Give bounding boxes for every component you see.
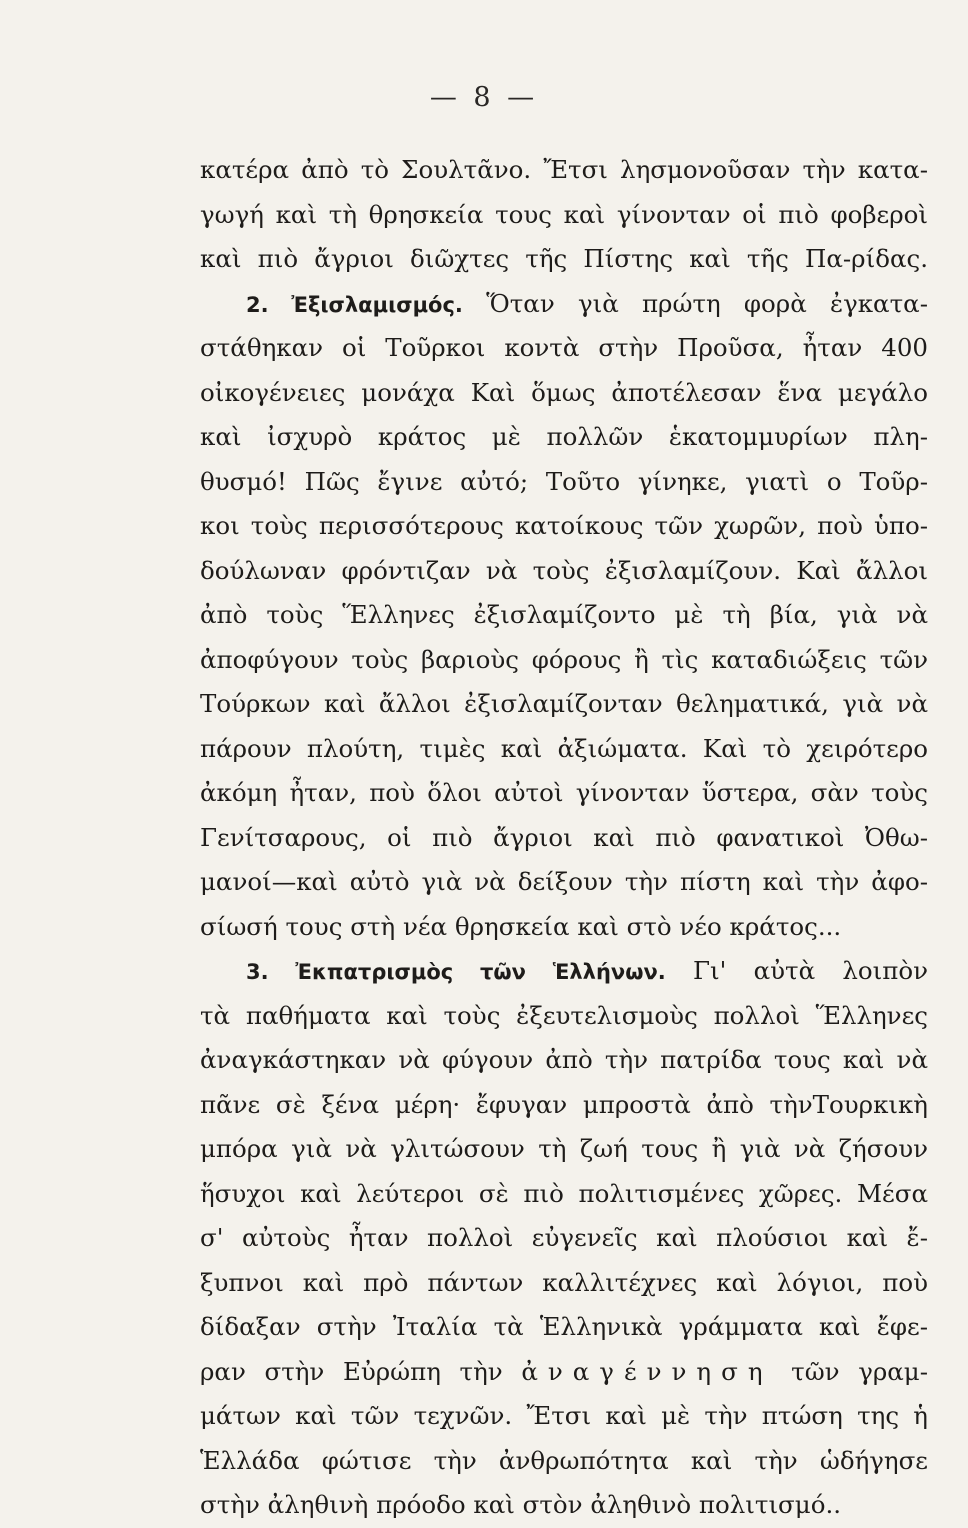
text-line	[200, 994, 928, 1039]
line-text: μανοί—καὶ αὐτὸ γιὰ νὰ δείξουν τὴν πίστη καὶ τὴν ἀφο-	[200, 867, 928, 896]
text-line	[200, 593, 928, 638]
text-line	[200, 1216, 928, 1261]
text-line	[200, 1439, 928, 1484]
text-line	[200, 816, 928, 861]
line-text: Γι' αὐτὰ λοιπὸν	[693, 956, 928, 985]
text-line	[200, 860, 928, 905]
text-line	[200, 1394, 928, 1439]
line-text: τῶν γραμ-	[791, 1356, 928, 1386]
text-line	[200, 1172, 928, 1217]
line-text: κοι τοὺς περισσότερους κατοίκους τῶν χωρῶν, ποὺ ὑπο-	[200, 511, 928, 540]
line-text: Τούρκων καὶ ἄλλοι ἐξισλαμίζονταν θεληματικά, γιὰ νὰ	[200, 689, 928, 718]
text-line	[200, 326, 928, 371]
line-text: πᾶνε σὲ ξένα μέρη· ἔφυγαν μπροστὰ ἀπὸ τὴνΤουρκικὴ	[200, 1089, 928, 1119]
line-text: δούλωναν φρόντιζαν νὰ τοὺς ἐξισλαμίζουν. Καὶ ἄλλοι	[200, 555, 928, 585]
line-text: ἀπὸ τοὺς Ἕλληνες ἐξισλαμίζοντο μὲ τὴ βία, γιὰ νὰ	[200, 600, 928, 629]
line-text: τὰ παθήματα καὶ τοὺς ἐξευτελισμοὺς πολλοὶ Ἕλληνες	[200, 1000, 928, 1030]
line-text: δίδαξαν στὴν Ἰταλία τὰ Ἑλληνικὰ γράμματα καὶ ἔφε-	[200, 1312, 928, 1341]
text-line	[200, 504, 928, 549]
text-line	[200, 905, 928, 950]
text-line	[200, 727, 928, 772]
line-text: ἀποφύγουν τοὺς βαριοὺς φόρους ἢ τὶς καταδιώξεις τῶν	[200, 644, 928, 674]
line-text: κατέρα ἀπὸ τὸ Σουλτᾶνο. Ἔτσι λησμονοῦσαν τὴν κατα-	[200, 155, 928, 184]
line-text: ἀναγκάστηκαν νὰ φύγουν ἀπὸ τὴν πατρίδα τους καὶ νὰ	[200, 1045, 928, 1074]
line-text: οἰκογένειες μονάχα Καὶ ὅμως ἀποτέλεσαν ἕνα μεγάλο	[200, 377, 928, 407]
body-text	[200, 148, 928, 1528]
line-text: Ὅταν γιὰ πρώτη φορὰ ἐγκατα-	[486, 288, 928, 318]
line-text: μάτων καὶ τῶν τεχνῶν. Ἔτσι καὶ μὲ τὴν πτώση της ἡ	[200, 1401, 928, 1430]
text-line	[200, 148, 928, 193]
page-number: — 8 —	[429, 82, 539, 113]
text-line	[200, 549, 928, 594]
line-text: Ἑλλάδα φώτισε τὴν ἀνθρωπότητα καὶ τὴν ὡδήγησε	[200, 1445, 928, 1475]
text-line	[200, 682, 928, 727]
line-text: γωγή καὶ τὴ θρησκεία τους καὶ γίνονταν οἱ πιὸ φοβεροὶ	[200, 199, 928, 229]
text-line	[200, 1483, 928, 1528]
text-line	[200, 1261, 928, 1306]
emphasized-word: ἀναγέννηση	[521, 1356, 773, 1386]
text-line	[200, 1038, 928, 1083]
line-text: ξυπνοι καὶ πρὸ πάντων καλλιτέχνες καὶ λόγιοι, ποὺ	[200, 1267, 928, 1297]
line-text: καὶ ἰσχυρὸ κράτος μὲ πολλῶν ἑκατομμυρίων πλη-	[200, 422, 928, 451]
text-line	[200, 1083, 928, 1128]
text-line	[200, 193, 928, 238]
text-line	[200, 460, 928, 505]
text-line	[200, 1350, 928, 1395]
text-line	[200, 371, 928, 416]
section-heading-expatriation: 3. Ἐκπατρισμὸς τῶν Ἑλλήνων.	[246, 960, 666, 984]
line-text: ραν στὴν Εὐρώπη τὴν	[200, 1356, 503, 1386]
line-text: ἥσυχοι καὶ λεύτεροι σὲ πιὸ πολιτισμένες χῶρες. Μέσα	[200, 1178, 928, 1208]
line-text: θυσμό! Πῶς ἔγινε αὐτό; Τοῦτο γίνηκε, γιατὶ ο Τοῦρ-	[200, 466, 928, 496]
line-text: ἀκόμη ἦταν, ποὺ ὅλοι αὐτοὶ γίνονταν ὕστερα, σὰν τοὺς	[200, 778, 928, 807]
text-line	[200, 638, 928, 683]
text-line	[200, 949, 928, 994]
line-text: σ' αὐτοὺς ἦταν πολλοὶ εὐγενεῖς καὶ πλούσιοι καὶ ἔ-	[200, 1223, 928, 1252]
text-line	[200, 1305, 928, 1350]
line-text: σίωσή τους στὴ νέα θρησκεία καὶ στὸ νέο κράτος...	[200, 911, 842, 941]
line-text: καὶ πιὸ ἄγριοι διῶχτες τῆς Πίστης καὶ τῆς Πα-ρίδας.	[200, 244, 928, 273]
line-text: Γενίτσαρους, οἱ πιὸ ἄγριοι καὶ πιὸ φανατικοὶ Ὀθω-	[200, 822, 928, 852]
line-text: στάθηκαν οἱ Τοῦρκοι κοντὰ στὴν Προῦσα, ἦταν 400	[200, 333, 928, 362]
text-line	[200, 1127, 928, 1172]
section-heading-islamization: 2. Ἐξισλαμισμός.	[246, 292, 463, 317]
line-text: μπόρα γιὰ νὰ γλιτώσουν τὴ ζωή τους ἢ γιὰ νὰ ζήσουν	[200, 1134, 928, 1163]
text-line	[200, 282, 928, 327]
text-line	[200, 237, 928, 282]
text-line	[200, 415, 928, 460]
text-line	[200, 771, 928, 816]
line-text: στὴν ἀληθινὴ πρόοδο καὶ στὸν ἀληθινὸ πολιτισμό..	[200, 1490, 842, 1519]
line-text: πάρουν πλούτη, τιμὲς καὶ ἀξιώματα. Καὶ τὸ χειρότερο	[200, 733, 928, 763]
